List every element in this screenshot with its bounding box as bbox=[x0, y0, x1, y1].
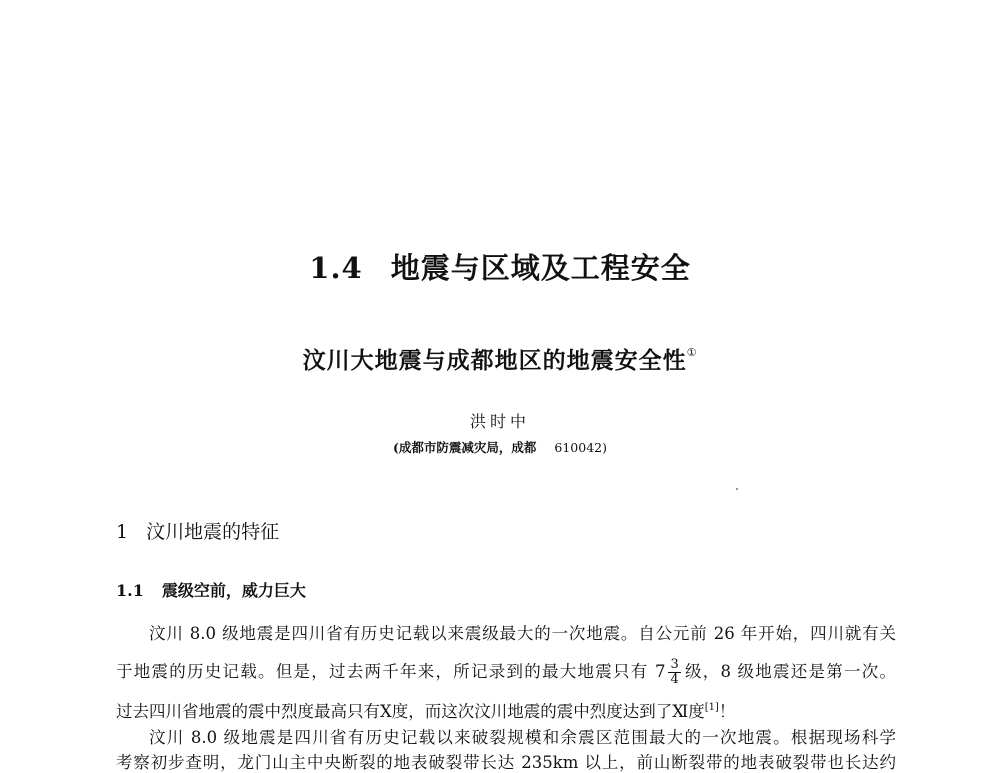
chapter-number: 1.4 bbox=[309, 251, 363, 285]
scan-speck bbox=[736, 488, 738, 490]
subsection-heading-1-1 bbox=[116, 578, 306, 601]
footnote-mark[interactable]: ① bbox=[686, 346, 698, 359]
article-title-text: 汶川大地震与成都地区的地震安全性 bbox=[302, 348, 687, 374]
section-number: 1 bbox=[116, 521, 129, 543]
body-line-3 bbox=[116, 698, 896, 722]
body-line-2-start: 于地震的历史记载。但是，过去两千年来，所记录到的最大地震只有 7 bbox=[116, 662, 666, 681]
chapter-title: 地震与区域及工程安全 bbox=[390, 251, 691, 285]
citation-ref[interactable]: [1] bbox=[704, 702, 719, 713]
chapter-heading bbox=[0, 246, 1000, 287]
body-line-3-end: ！ bbox=[718, 702, 736, 721]
body-line-1: 汶川 8.0 级地震是四川省有历史记载以来震级最大的一次地震。自公元前 26 年开始，四川就有关 bbox=[149, 624, 896, 643]
fraction-denominator: 4 bbox=[670, 672, 679, 687]
section-title: 汶川地震的特征 bbox=[146, 521, 280, 543]
fraction-numerator: 3 bbox=[670, 657, 679, 672]
article-title bbox=[0, 342, 1000, 375]
affiliation-text: (成都市防震减灾局，成都 bbox=[392, 440, 537, 455]
author-affiliation bbox=[0, 438, 1000, 456]
subsection-number: 1.1 bbox=[116, 581, 144, 600]
postcode: 610042) bbox=[554, 440, 608, 455]
subsection-title: 震级空前，威力巨大 bbox=[161, 581, 306, 600]
body-line-3-text: 过去四川省地震的震中烈度最高只有Ⅹ度，而这次汶川地震的震中烈度达到了Ⅺ度 bbox=[116, 702, 705, 721]
body-line-4: 汶川 8.0 级地震是四川省有历史记载以来破裂规模和余震区范围最大的一次地震。根据现场科学 bbox=[149, 728, 896, 747]
body-line-5: 考察初步查明，龙门山主中央断裂的地表破裂带长达 235km 以上，前山断裂带的地表破裂带也长达约 bbox=[116, 753, 896, 772]
author-name: 洪时中 bbox=[469, 412, 530, 431]
body-line-2-end: 级，8 级地震还是第一次。 bbox=[683, 662, 896, 681]
section-heading-1 bbox=[116, 517, 279, 544]
body-line-2 bbox=[116, 658, 896, 687]
fraction bbox=[668, 658, 680, 687]
